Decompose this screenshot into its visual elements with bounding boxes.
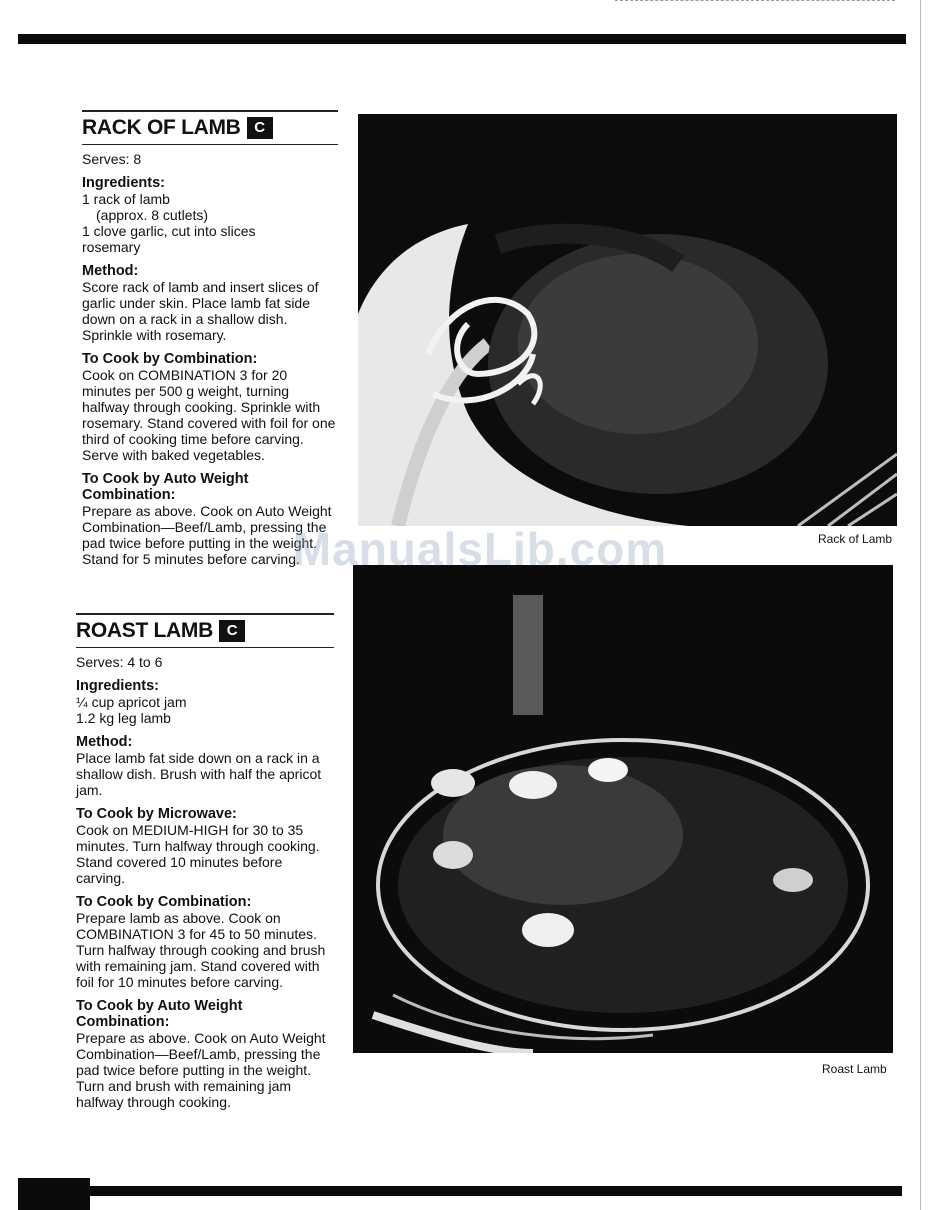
ingredients-section	[76, 678, 334, 726]
bottom-rule	[18, 1186, 902, 1196]
auto-weight-heading: To Cook by Auto Weight Combination:	[76, 998, 243, 1030]
ingredients-section	[82, 175, 338, 255]
recipe-rack-of-lamb	[82, 110, 338, 575]
recipe-title-text: ROAST LAMB	[76, 618, 213, 642]
page-corner-mark	[18, 1178, 90, 1210]
ingredient-item: (approx. 8 cutlets)	[96, 207, 209, 223]
scan-artifact	[615, 0, 895, 4]
auto-weight-heading: To Cook by Auto Weight Combination:	[82, 471, 249, 503]
roast-lamb-illustration	[353, 565, 893, 1053]
caption-rack-of-lamb: Rack of Lamb	[818, 532, 893, 546]
recipe-title-text: RACK OF LAMB	[82, 115, 241, 139]
auto-weight-text: Prepare as above. Cook on Auto Weight Combination—Beef/Lamb, pressing the pad twice before putting in the weight. Turn and brush with remaining jam halfway through cooking.	[76, 1030, 326, 1110]
combination-text: Prepare lamb as above. Cook on COMBINATION 3 for 45 to 50 minutes. Turn halfway through cooking and brush with remaining jam. Stand covered with foil for 10 minutes before carving.	[76, 910, 326, 990]
title-rule-bottom	[82, 144, 338, 146]
watermark: ManualsLib.com	[292, 523, 668, 575]
caption-roast-lamb: Roast Lamb	[822, 1062, 887, 1076]
serves: Serves: 4 to 6	[76, 654, 163, 670]
photo-rack-of-lamb	[358, 114, 897, 526]
rack-of-lamb-illustration	[358, 114, 897, 526]
ingredients-heading: Ingredients:	[76, 678, 159, 694]
photo-roast-lamb	[353, 565, 893, 1053]
method-text: Score rack of lamb and insert slices of garlic under skin. Place lamb fat side down on a rack in a shallow dish. Sprinkle with rosemary.	[82, 279, 319, 343]
ingredient-item: 1 clove garlic, cut into slices	[82, 223, 256, 239]
ingredient-item: 1 rack of lamb	[82, 191, 170, 207]
combination-section	[76, 894, 334, 990]
combination-section	[82, 351, 338, 463]
top-rule	[18, 34, 906, 44]
ingredients-heading: Ingredients:	[82, 175, 165, 191]
recipe-title	[76, 619, 334, 643]
ingredient-item: ¼ cup apricot jam	[76, 694, 187, 710]
combination-badge: C	[247, 117, 273, 139]
method-heading: Method:	[82, 263, 139, 279]
combination-text: Cook on COMBINATION 3 for 20 minutes per 500 g weight, turning halfway through cooking. Sprinkle with rosemary. Stand covered with foil for one third of cooking time before carving. Serve with baked vegetables.	[82, 367, 336, 463]
recipe-title	[82, 116, 338, 140]
recipe-roast-lamb	[76, 613, 334, 1118]
combination-heading: To Cook by Combination:	[76, 894, 252, 910]
page-edge	[920, 0, 921, 1210]
ingredient-item: rosemary	[82, 239, 141, 255]
microwave-heading: To Cook by Microwave:	[76, 806, 237, 822]
serves: Serves: 8	[82, 151, 142, 167]
microwave-section	[76, 806, 334, 886]
combination-heading: To Cook by Combination:	[82, 351, 258, 367]
method-section	[76, 734, 334, 798]
title-rule-bottom	[76, 647, 334, 649]
title-rule-top	[76, 613, 334, 615]
title-rule-top	[82, 110, 338, 112]
method-section	[82, 263, 338, 343]
method-text: Place lamb fat side down on a rack in a shallow dish. Brush with half the apricot jam.	[76, 750, 322, 798]
method-heading: Method:	[76, 734, 133, 750]
combination-badge: C	[219, 620, 245, 642]
auto-weight-text: Prepare as above. Cook on Auto Weight Combination—Beef/Lamb, pressing the pad twice before putting in the weight. Stand for 5 minutes before carving.	[82, 503, 332, 567]
microwave-text: Cook on MEDIUM-HIGH for 30 to 35 minutes. Turn halfway through cooking. Stand covered 10 minutes before carving.	[76, 822, 320, 886]
auto-weight-section	[76, 998, 334, 1110]
ingredient-item: 1.2 kg leg lamb	[76, 710, 171, 726]
